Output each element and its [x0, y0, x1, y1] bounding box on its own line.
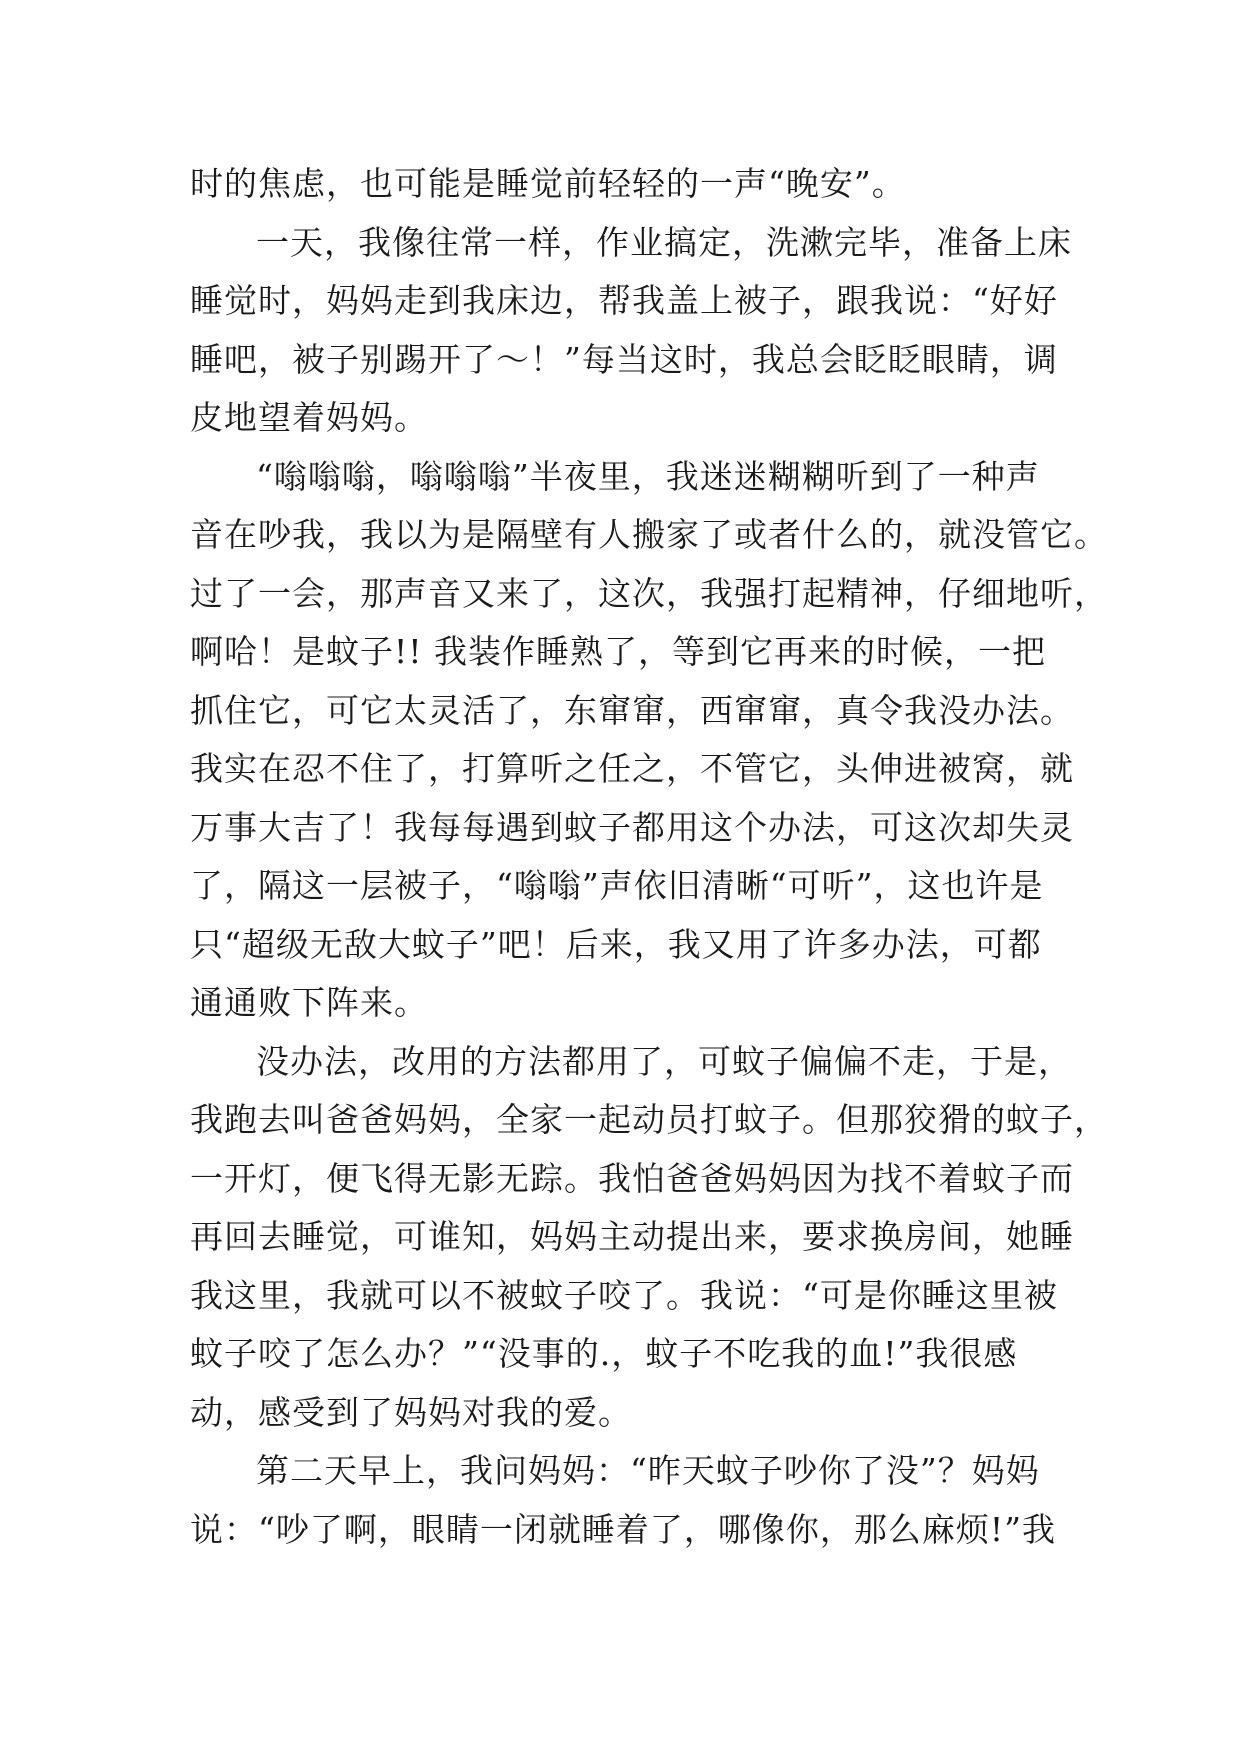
text-line: 没办法，改用的方法都用了，可蚊子偏偏不走，于是， [256, 1041, 1072, 1081]
text-line: 音在吵我，我以为是隔壁有人搬家了或者什么的，就没管它。 [190, 515, 1108, 554]
text-line: 我实在忍不住了，打算听之任之，不管它，头伸进被窝，就 [190, 749, 1074, 788]
text-line: 了，隔这一层被子，“嗡嗡”声依旧清晰“可听”，这也许是 [190, 866, 1044, 905]
text-line: 第二天早上，我问妈妈：“昨天蚊子吵你了没”？妈妈 [256, 1451, 1040, 1490]
text-line: 皮地望着妈妈。 [190, 398, 428, 437]
text-line: 一天，我像往常一样，作业搞定，洗漱完毕，准备上床 [256, 222, 1072, 262]
text-line: 再回去睡觉，可谁知，妈妈主动提出来，要求换房间，她睡 [190, 1217, 1074, 1256]
essay-body [190, 155, 1108, 1559]
text-line: 睡吧，被子别踢开了～！”每当这时，我总会眨眨眼睛，调 [190, 339, 1058, 379]
text-line: 抓住它，可它太灵活了，东窜窜，西窜窜，真令我没办法。 [190, 690, 1074, 730]
text-line: 通通败下阵来。 [190, 983, 428, 1022]
text-line: 我这里，我就可以不被蚊子咬了。我说：“可是你睡这里被 [190, 1275, 1058, 1315]
text-line: 我跑去叫爸爸妈妈，全家一起动员打蚊子。但那狡猾的蚊子， [190, 1100, 1108, 1139]
text-line: 动，感受到了妈妈对我的爱。 [190, 1392, 632, 1432]
text-line: 万事大吉了！我每每遇到蚊子都用这个办法，可这次却失灵 [190, 807, 1074, 847]
text-line: “嗡嗡嗡，嗡嗡嗡”半夜里，我迷迷糊糊听到了一种声 [256, 456, 1040, 496]
text-line: 睡觉时，妈妈走到我床边，帮我盖上被子，跟我说：“好好 [190, 281, 1058, 320]
text-line: 蚊子咬了怎么办？”“没事的.，蚊子不吃我的血!”我很感 [190, 1334, 1018, 1373]
text-line: 说：“吵了啊，眼睛一闭就睡着了，哪像你，那么麻烦!”我 [190, 1509, 1057, 1549]
text-line: 啊哈！是蚊子!! 我装作睡熟了，等到它再来的时候，一把 [190, 632, 1047, 671]
text-line: 一开灯，便飞得无影无踪。我怕爸爸妈妈因为找不着蚊子而 [190, 1158, 1074, 1198]
text-line: 时的焦虑，也可能是睡觉前轻轻的一声“晚安”。 [190, 164, 906, 203]
text-line: 过了一会，那声音又来了，这次，我强打起精神，仔细地听， [190, 573, 1108, 613]
text-line: 只“超级无敌大蚊子”吧！后来，我又用了许多办法，可都 [190, 924, 1042, 964]
